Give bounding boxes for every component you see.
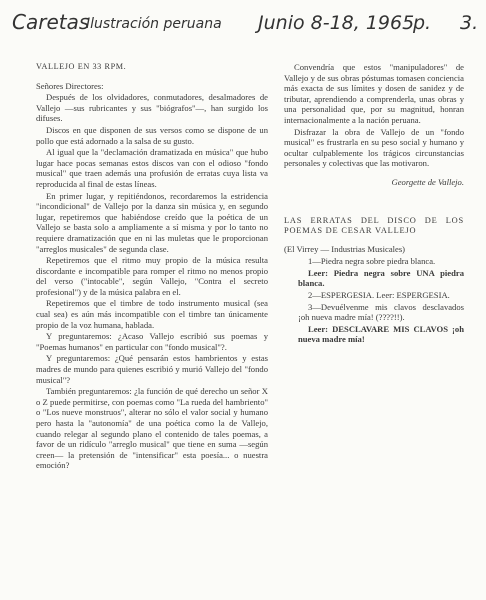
- paragraph: Y preguntaremos: ¿Acaso Vallejo escribió sus poemas y "Poemas humanos" en particular con "fondo musical"?.: [36, 331, 268, 352]
- page-number: 3.: [460, 12, 479, 34]
- paragraph: Al igual que la "declamación dramatizada en música" que hubo lugar hace pocas semanas estos discos van con el odioso "fondo musical" que traen además una profusión de erratas cuya lista va reproducida al final de estas líneas.: [36, 147, 268, 189]
- publication-subtitle: Ilustración peruana: [86, 16, 222, 32]
- paragraph: Después de los olvidadores, conmutadores, desalmadores de Vallejo —sus rubricantes y sus "biógrafos"—, han surgido los difuses.: [36, 92, 268, 124]
- handwritten-header: [8, 4, 478, 38]
- paragraph: En primer lugar, y repitiéndonos, recordaremos la estridencia "incondicional" de Vallejo por la danza sin música y, en segundo lugar, repetiremos que habiéndose creído que la poética de un Vallejo se basta solo a ampliamente a sí misma y por lo tanto no requiere dramatización que en ni las muletas que le proporcionan "arreglos musicales" de segunda clase.: [36, 190, 268, 254]
- errata-line: 1—Piedra negra sobre piedra blanca.: [308, 256, 436, 267]
- page-label: p.: [413, 12, 432, 34]
- paragraph: Y preguntaremos: ¿Qué pensarán estos hambrientos y estas madres de mundo para quienes escribió y murió Vallejo del "fondo musical"?: [36, 353, 268, 385]
- publication-name: Caretas: [12, 10, 90, 34]
- errata-line: 2—ESPERGESIA. Leer: ESPERGESIA.: [308, 289, 450, 300]
- paragraph: Repetiremos que el timbre de todo instrumento musical (sea cual sea) es aún más incompatible con el timbre tan únicamente propio de la voz humana, hablada.: [36, 298, 268, 330]
- issue-date: Junio 8-18, 1965: [258, 12, 415, 34]
- paragraph: Repetiremos que el ritmo muy propio de la música resulta discordante e incompatible para romper el ritmo no menos propio del verso ("intocable", según Vallejo, "Contra el secreto profesional") y de la música palabra en el.: [36, 255, 268, 297]
- paragraph: También preguntaremos: ¿la función de qué derecho un señor X o Z puede permitirse, con poemas como "La rueda del hambriento" o "Los nueve monstruos", alterar no sólo el valor social y humano pero hasta la "autonomía" de una poética como la de Vallejo, cuando relegar al segundo plano el contenido de tales poemas, a favor de un ridículo "arreglo musical" que tiene en suma —según creen— la pretensión de "intensificar" esta poesía... o nuestra emoción?: [36, 386, 268, 471]
- letter-right-column: [284, 62, 464, 346]
- errata-correction: Leer: Piedra negra sobre UNA piedra blanca.: [298, 267, 464, 289]
- signature: Georgette de Vallejo.: [391, 176, 464, 187]
- paragraph: Disfrazar la obra de Vallejo de un "fondo musical" es frustrarla en su peso social y humano y ocultar culpablemente los trágicos circunstancias personales y colectivas que las motivaron.: [284, 126, 464, 169]
- errata-correction: Leer: DESCLAVARE MIS CLAVOS ¡oh nueva madre mía!: [298, 323, 464, 345]
- errata-title: LAS ERRATAS DEL DISCO DE LOS POEMAS DE CESAR VALLEJO: [284, 215, 464, 235]
- article-title: VALLEJO EN 33 RPM.: [36, 62, 127, 71]
- errata-subtitle: (El Virrey — Industrias Musicales): [284, 243, 406, 254]
- paragraph: Discos en que disponen de sus versos como se dispone de un pollo que está adornado a la salsa de su gusto.: [36, 124, 268, 146]
- errata-line: 3—Devuélvenme mis clavos desclavados ¡oh nueva madre mía! (????!!).: [298, 301, 464, 323]
- paragraph: Convendría que estos "manipuladores" de Vallejo y de sus obras póstumas tomasen conciencia más exacta de sus límites y dosen de sanidez y de tributar, aprendiendo a comprenderla, unas obras y una personalidad que, por su magnitud, honran internacionalmente a la nación peruana.: [284, 62, 464, 125]
- salutation: Señores Directores:: [36, 80, 104, 91]
- letter-left-column: [36, 62, 268, 472]
